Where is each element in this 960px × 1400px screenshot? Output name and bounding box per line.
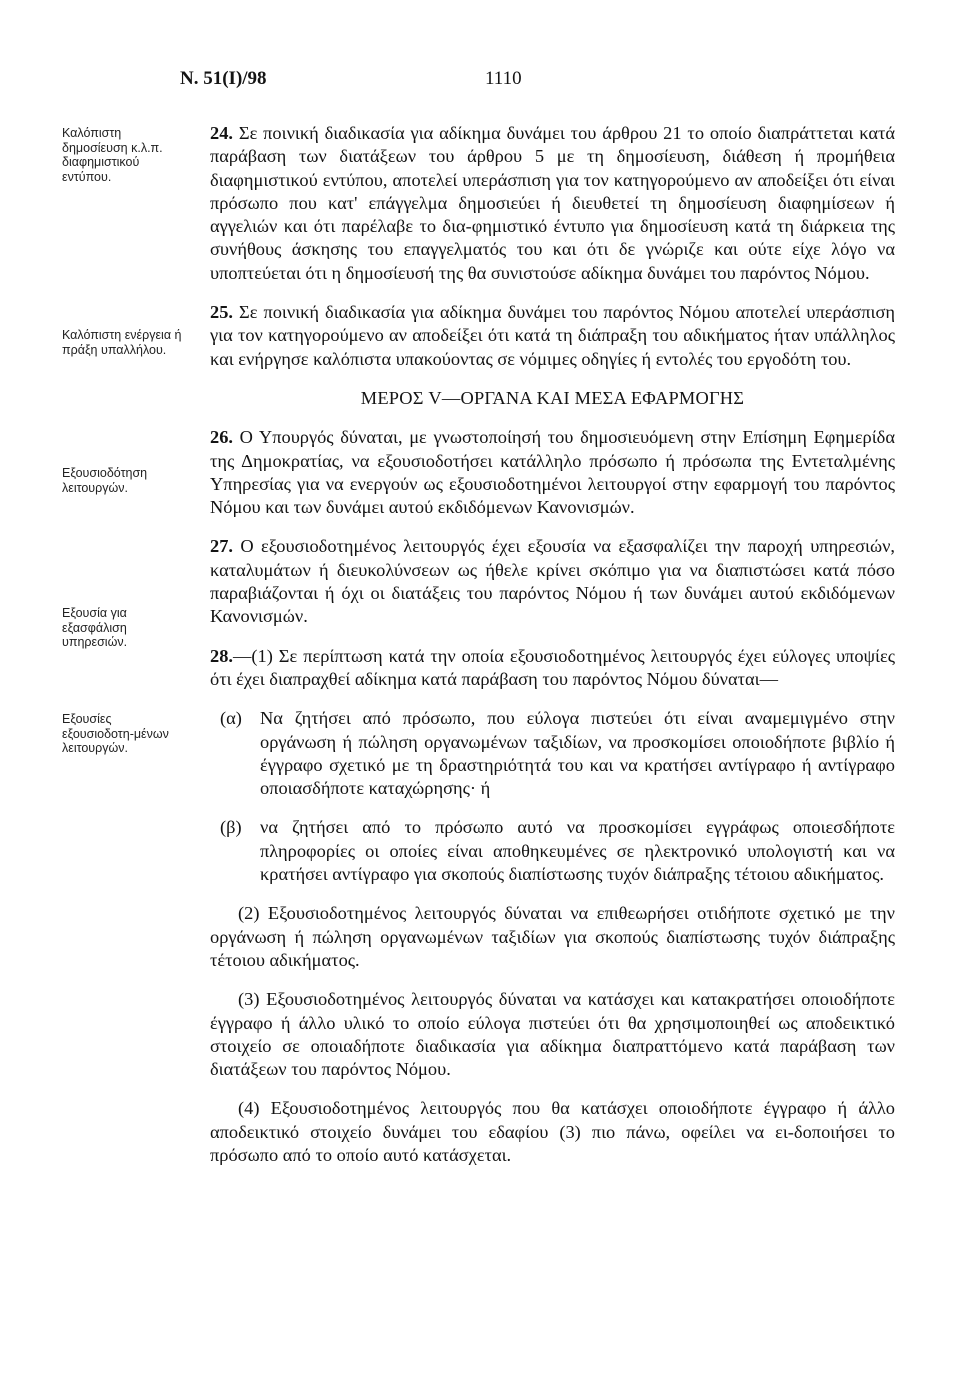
section-number: 26.: [210, 427, 233, 448]
page-number: 1110: [485, 68, 522, 89]
margin-note-power-services: Εξουσία για εξασφάλιση υπηρεσιών.: [62, 606, 128, 649]
list-item: [210, 707, 895, 800]
section-number: 24.: [210, 123, 233, 143]
section-28-intro: [210, 645, 895, 692]
section-number: 28.: [210, 645, 233, 666]
section-text: Σε ποινική διαδικασία για αδίκημα δυνάμει του άρθρου 21 το οποίο διαπράττεται κατά παράβαση των διατάξεων του άρθρου 5 με τη δημοσίευση, διάθεση ή προμήθεια διαφημιστικού εντύπου, αποτελεί υπεράσπιση για τον κατηγορούμενο αν αποδείξει ότι είναι πρόσωπο που κατ' επάγγελμα δημοσιεύει ή διευθετεί τη δημοσίευση διαφημίσεων ή αγγελιών και ότι παρέλαβε το δια-φημιστικό έντυπο για δημοσίευση κατά τη διάρκεια της συνήθους άσκησης του επαγγελματός του και ότι δε γνώριζε και ούτε είχε λόγο να υποπτεύεται ότι η δημοσίευσή της θα συνιστούσε αδίκημα δυνάμει του παρόντος Νόμου.: [210, 123, 895, 283]
section-text: —(1) Σε περίπτωση κατά την οποία εξουσιοδοτημένος λειτουργός έχει εύλογες υποψίες ότι έχει διαπραχθεί αδίκημα κατά παράβαση του παρόντος Νόμου δύναται—: [210, 645, 895, 689]
section-25: [210, 301, 895, 371]
list-item: [210, 816, 895, 886]
section-number: 27.: [210, 536, 233, 557]
document-body: [210, 122, 895, 1183]
list-item-label: (β): [220, 817, 242, 838]
section-text: Σε ποινική διαδικασία για αδίκημα δυνάμει του παρόντος Νόμου αποτελεί υπεράσπιση για τον κατηγορούμενο αν αποδείξει ότι κατά τη διάπραξη του αδικήματος ήταν υπάλληλος και ενήργησε καλόπιστα υπακούοντας σε νόμιμες οδηγίες ή εντολές του εργοδότη του.: [210, 302, 895, 369]
part-heading: ΜΕΡΟΣ V—ΟΡΓΑΝΑ ΚΑΙ ΜΕΣΑ ΕΦΑΡΜΟΓΗΣ: [360, 387, 745, 408]
margin-note-authorisation-officers: Εξουσιοδότηση λειτουργών.: [62, 466, 148, 495]
list-item-text: να ζητήσει από το πρόσωπο αυτό να προσκομίσει εγγράφως οποιεσδήποτε πληροφορίες οι οποίες είναι αποθηκευμένες σε ηλεκτρονικό υπολογιστή και να κρατήσει αντίγραφο για σκοπούς διαπίστωσης τυχόν διάπραξης τέτοιου αδικήματος.: [260, 817, 895, 885]
margin-note-good-faith-employee: Καλόπιστη ενέργεια ή πράξη υπαλλήλου.: [62, 328, 182, 357]
section-27: [210, 535, 895, 628]
law-reference: Ν. 51(I)/98: [180, 68, 267, 89]
margin-note-powers-officers: Εξουσίες εξουσιοδοτη-μένων λειτουργών.: [62, 712, 169, 755]
page-header: [0, 68, 960, 98]
list-item-text: Να ζητήσει από πρόσωπο, που εύλογα πιστεύει ότι είναι αναμεμιγμένο στην οργάνωση ή πώληση οργανωμένων ταξιδίων, να προσκομίσει οποιοδήποτε βιβλίο ή έγγραφο σχετικό με τη δραστηριότητά του και να κρατήσει αντίγραφο ή αντίγραφο οποιασδήποτε καταχώρησης· ή: [260, 708, 895, 799]
margin-note-good-faith-publication: Καλόπιστη δημοσίευση κ.λ.π. διαφημιστικού εντύπου.: [62, 126, 163, 184]
subsection-4: (4) Εξουσιοδοτημένος λειτουργός που θα κατάσχει οποιοδήποτε έγγραφο ή άλλο αποδεικτικό στοιχείο δυνάμει του εδαφίου (3) πιο πάνω, οφείλει να ει-δοποιήσει το πρόσωπο από το οποίο αυτό κατάσχεται.: [210, 1098, 895, 1165]
subsection-3: (3) Εξουσιοδοτημένος λειτουργός δύναται να κατάσχει και κατακρατήσει οποιοδήποτε έγγραφο ή άλλο υλικό το οποίο εύλογα πιστεύει ότι θα χρησιμοποιηθεί ως αποδεικτικό στοιχείο σε οποιαδήποτε διαδικασία για αδίκημα διαπραττόμενο κατά παράβαση των διατάξεων του παρόντος Νόμου.: [210, 989, 895, 1080]
section-24: [210, 122, 895, 285]
section-text: Ο Υπουργός δύναται, με γνωστοποίησή του δημοσιευόμενη στην Επίσημη Εφημερίδα της Δημοκρατίας, να εξουσιοδοτήσει κατάλληλο πρόσωπο ή πρόσωπα της Εντεταλμένης Υπηρεσίας για να ενεργούν ως εξουσιοδοτημένοι λειτουργοί στην εφαρμογή του παρόντος Νόμου και των δυνάμει αυτού εκδιδόμενων Κανονισμών.: [210, 427, 895, 518]
subsection-2: (2) Εξουσιοδοτημένος λειτουργός δύναται να επιθεωρήσει οτιδήποτε σχετικό με την οργάνωση ή πώληση οργανωμένων ταξιδίων για σκοπούς διαπίστωσης τυχόν διάπραξης τέτοιου αδικήματος.: [210, 903, 895, 970]
list-item-label: (α): [220, 708, 242, 729]
section-number: 25.: [210, 302, 233, 323]
section-text: Ο εξουσιοδοτημένος λειτουργός έχει εξουσία να εξασφαλίζει την παροχή υπηρεσιών, καταλυμάτων ή διευκολύνσεων ως ήθελε κρίνει σκόπιμο για να διαπιστώσει κατά πόσο παραβιάζονται ή όχι οι διατάξεις του παρόντος Νόμου ή των δυνάμει αυτού εκδιδόμενων Κανονισμών.: [210, 536, 895, 627]
section-26: [210, 426, 895, 519]
